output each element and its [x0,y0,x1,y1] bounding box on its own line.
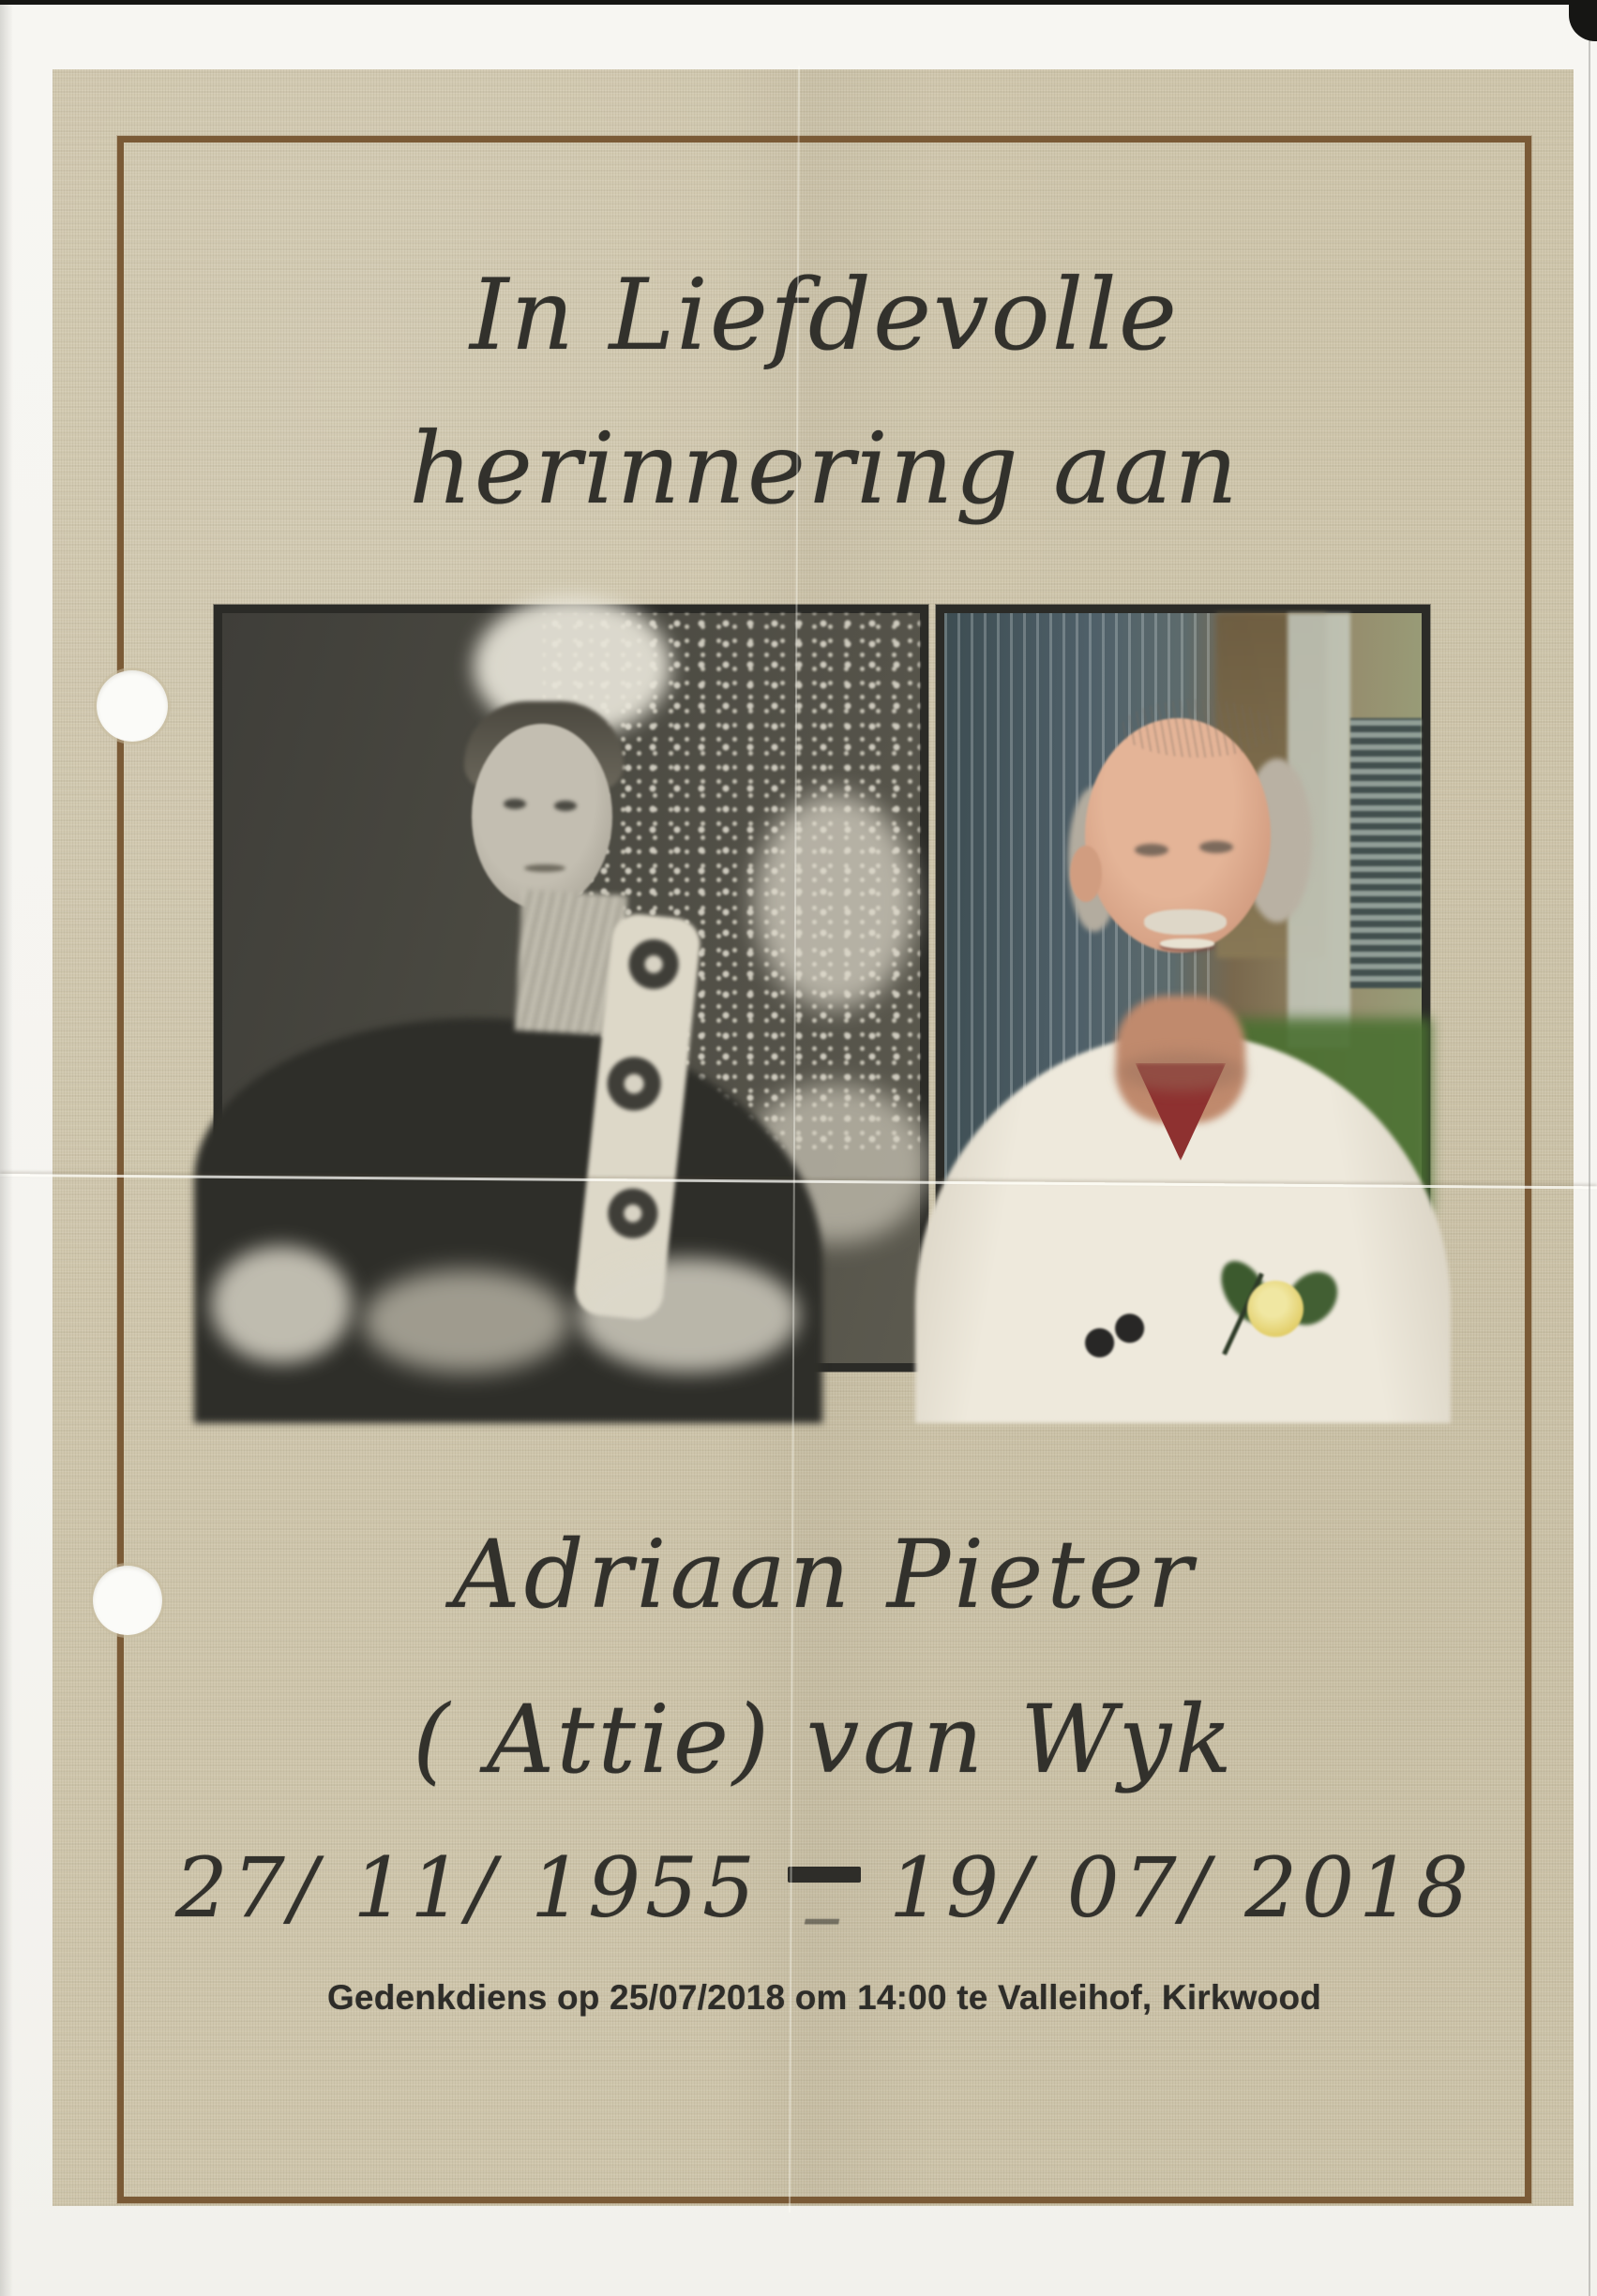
punch-hole-bottom [93,1566,162,1635]
face [472,724,612,909]
foreground-flowers [363,1269,569,1373]
name-line-1: Adriaan Pieter [452,1520,1197,1629]
window-slats [1350,718,1422,988]
heading-line-2: herinnering aan [409,412,1240,526]
mouth [524,864,565,872]
service-details: Gedenkdiens op 25/07/2018 om 14:00 te Valleihof, Kirkwood [326,1978,1322,2017]
scan-edge-top [0,0,1597,5]
scan-corner-shadow [1569,0,1597,41]
eye [504,799,526,809]
heading-line-1: In Liefdevolle [470,258,1179,372]
date-separator-dash: – [788,1867,861,1883]
paper-edge-left [0,0,13,2296]
eye [554,801,577,811]
smile [1160,938,1214,949]
mustache [1144,909,1227,935]
name-line-2: ( Attie) van Wyk [413,1685,1236,1794]
photo-recent-portrait [936,605,1430,1372]
chin-shadow [1118,1052,1244,1091]
foreground-flowers [211,1246,352,1363]
eye [1199,841,1233,853]
flower-cluster [755,793,914,1009]
hanging-sunglasses [1083,1305,1158,1363]
birth-date: 27/ 11/ 1955 [174,1839,760,1936]
photo-young-portrait [214,605,928,1372]
paper-edge-right [1589,0,1590,2296]
eye [1135,844,1168,856]
hair-wisps [1121,699,1275,758]
yellow-rose-boutonniere [1247,1281,1303,1337]
ear [1070,846,1102,902]
foreground-flowers [579,1258,799,1373]
life-dates [117,1839,1531,1963]
punch-hole-top [97,670,168,742]
death-date: 19/ 07/ 2018 [889,1839,1474,1936]
